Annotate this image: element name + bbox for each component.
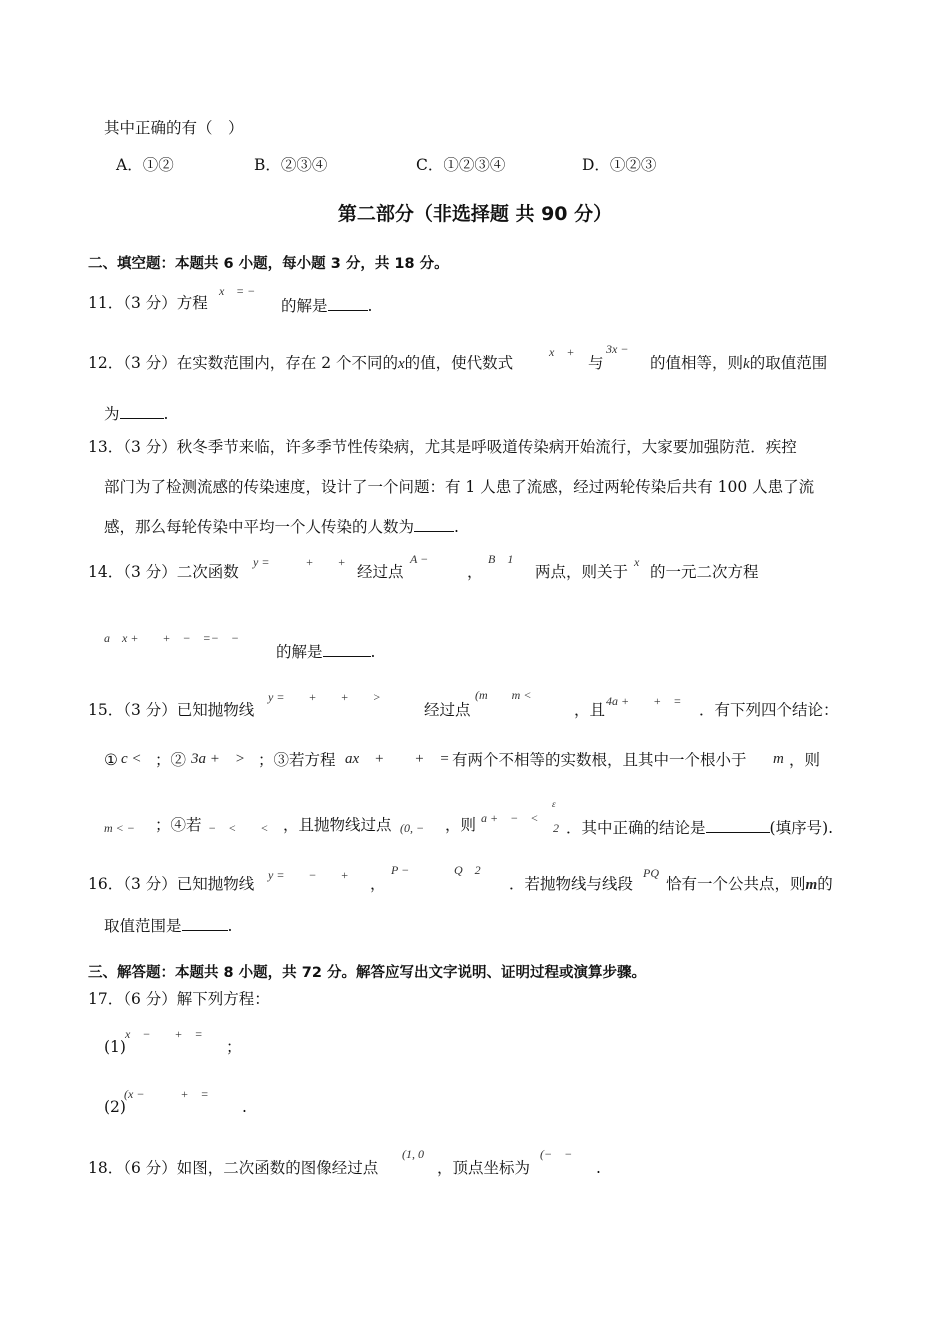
q15-conclusion-4-text: ，且抛物线过点: [283, 816, 392, 834]
q16-segment-text: ．若抛物线与线段: [509, 875, 634, 893]
answer-blank[interactable]: [182, 916, 228, 931]
q10-option-b: B．②③④: [254, 156, 328, 174]
q14-about: 两点，则关于: [535, 563, 629, 581]
q14-suffix: 的解是 .: [276, 643, 376, 661]
q15-conclusion-4-point: (0, −: [400, 821, 425, 835]
answer-blank[interactable]: [323, 642, 371, 657]
q15-prefix: 15．（3 分）已知抛物线: [88, 701, 255, 719]
q17-part2-end: .: [242, 1098, 247, 1116]
q17-part2-label: (2): [104, 1098, 126, 1116]
q17-title: 17．（6 分）解下列方程：: [88, 990, 270, 1008]
q15-math-parabola: y = + + >: [268, 690, 381, 704]
q15-passes: 经过点: [424, 701, 471, 719]
q16-line2: 取值范围是 .: [104, 917, 233, 935]
q15-conclusion-3-math-m: m: [773, 751, 784, 767]
q15-conclusion-2-label: ；②: [155, 751, 187, 769]
q16-math-point-q: Q 2: [454, 863, 481, 877]
q15-conclusion-4-math: a + − <: [481, 811, 539, 825]
section3-header: 三、解答题：本题共 8 小题，共 72 分。解答应写出文字说明、证明过程或演算步骤。: [88, 965, 646, 981]
answer-blank[interactable]: [706, 818, 770, 833]
q16-comma: ，: [370, 875, 386, 893]
q11-math-rhs: = −: [236, 284, 256, 298]
q17-part1-math: x − + =: [125, 1027, 203, 1041]
answer-blank[interactable]: [328, 296, 368, 311]
q13-line2: 部门为了检测流感的传染速度，设计了一个问题：有 1 人患了流感，经过两轮传染后共有 100 人患了流: [104, 478, 815, 496]
q16-math-parabola: y = − +: [268, 868, 349, 882]
q15-conclusions-intro: ．有下列四个结论：: [699, 701, 839, 719]
q15-math-point: (m m <: [475, 688, 532, 702]
q12-line1-end: 的值相等，则k的取值范围: [650, 354, 828, 372]
q11-prefix: 11．（3 分）方程: [88, 294, 208, 312]
q15-conclusion-1-label: ①: [104, 751, 118, 769]
q15-conclusion-3-math: ax + + =: [345, 751, 450, 767]
q15-conclusion-4-range: − < <: [208, 821, 269, 835]
q12-line1: 12．（3 分）在实数范围内，存在 2 个不同的x的值，使代数式: [88, 354, 514, 372]
math-var-k: k: [743, 356, 750, 372]
q15-and: ，且: [574, 701, 606, 719]
q15-conclusion-2-math: 3a + >: [191, 751, 245, 767]
q15-conclusion-4-then: ，则: [445, 816, 477, 834]
q15-conclusion-1-math: c <: [121, 751, 142, 767]
q11-math-var: x: [219, 284, 225, 298]
q14-math-point-b: B 1: [488, 552, 514, 566]
q12-math-expr1: x +: [549, 345, 575, 359]
q15-conclusion-3-text2: 有两个不相等的实数根，且其中一个根小于: [452, 751, 747, 769]
section2-header: 二、填空题：本题共 6 小题，每小题 3 分，共 18 分。: [88, 256, 449, 272]
q16-prefix: 16．（3 分）已知抛物线: [88, 875, 255, 893]
q13-line1: 13．（3 分）秋冬季节来临，许多季节性传染病，尤其是呼吸道传染病开始流行，大家要加强防范．疾控: [88, 438, 797, 456]
q16-math-segment: PQ: [643, 866, 659, 880]
answer-blank[interactable]: [414, 517, 454, 532]
q17-part1-label: (1): [104, 1038, 126, 1056]
q17-part1-end: ；: [226, 1038, 242, 1056]
q18-end: .: [596, 1159, 601, 1177]
q12-line2: 为 .: [104, 405, 169, 423]
q15-conclusion-4-fraction: 2: [553, 821, 559, 835]
q15-answer-line: ．其中正确的结论是 (填序号).: [566, 819, 834, 837]
q12-and: 与: [588, 354, 604, 372]
q10-option-c: C．①②③④: [416, 156, 506, 174]
q18-math-point: (1, 0: [402, 1147, 424, 1161]
q13-line3: 感，那么每轮传染中平均一个人传染的人数为 .: [104, 518, 459, 536]
math-var-x: x: [397, 356, 405, 372]
q14-math-x: x: [634, 555, 640, 569]
q10-prompt: 其中正确的有（ ）: [104, 119, 244, 137]
q18-math-vertex: (− −: [540, 1147, 573, 1161]
q14-prefix: 14．（3 分）二次函数: [88, 563, 239, 581]
q17-part2-math: (x − + =: [124, 1087, 209, 1101]
q15-conclusion-4-label: ；④若: [155, 816, 202, 834]
q10-option-a: A．①②: [116, 156, 174, 174]
q11-suffix: 的解是 .: [281, 297, 373, 315]
q14-passes: 经过点: [357, 563, 404, 581]
q14-math-equation: a x + + − =− −: [104, 631, 239, 645]
q14-math-point-a: A −: [410, 552, 429, 566]
q15-conclusion-3-then: ，则: [789, 751, 821, 769]
q14-math-func: y = + +: [253, 555, 346, 569]
q16-math-point-p: P −: [391, 863, 410, 877]
q12-math-expr2: 3x −: [606, 342, 629, 356]
q14-equation-text: 的一元二次方程: [650, 563, 759, 581]
q15-conclusion-3-text: ；③若方程: [258, 751, 336, 769]
q15-math-condition: 4a + + =: [606, 694, 682, 708]
q15-conclusion-3-result: m < −: [104, 821, 135, 835]
q16-line1-end: 恰有一个公共点，则m的: [666, 875, 833, 893]
q10-option-d: D．①②③: [582, 156, 657, 174]
fraction-numerator: ε: [552, 799, 556, 809]
q14-comma: ，: [467, 563, 483, 581]
q18-vertex-text: ，顶点坐标为: [437, 1159, 531, 1177]
math-var-m: m: [805, 877, 818, 893]
answer-blank[interactable]: [120, 404, 164, 419]
part2-title: 第二部分（非选择题 共 90 分）: [337, 203, 613, 225]
q18-prefix: 18．（6 分）如图，二次函数的图像经过点: [88, 1159, 379, 1177]
